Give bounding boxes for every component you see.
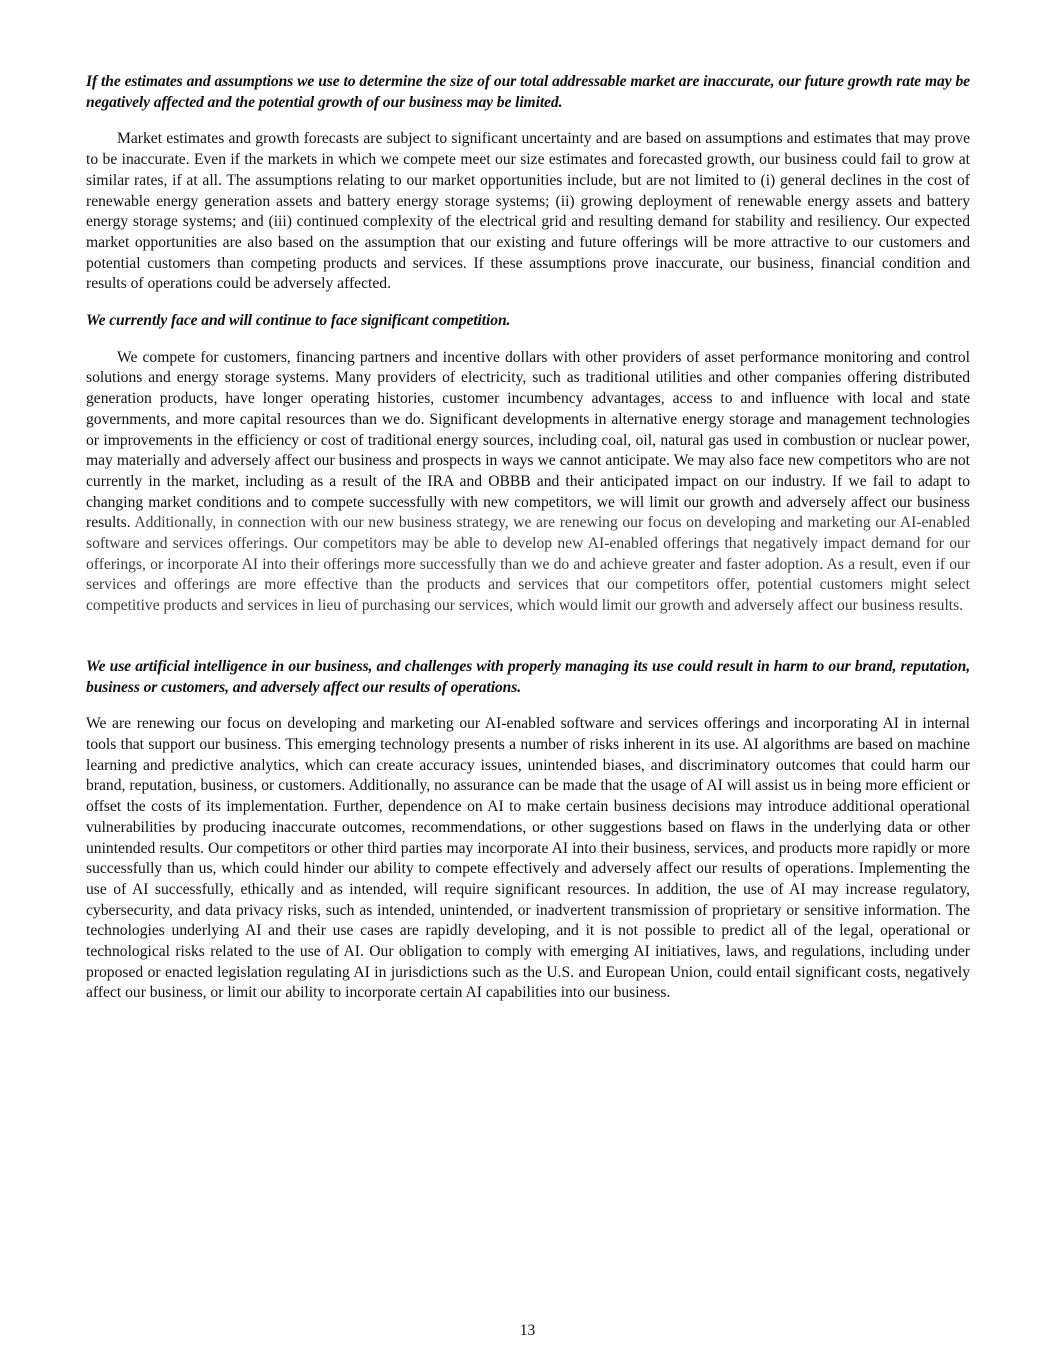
section-body-competition [86, 348, 970, 617]
page-number: 13 [519, 1322, 536, 1339]
section-heading-ai: We use artificial intelligence in our business, and challenges with properly managing its use could result in harm to our brand, reputation, business or customers, and adversely affect our results of operations. [86, 657, 970, 696]
section-body-tam: Market estimates and growth forecasts are subject to significant uncertainty and are based on assumptions and estimates that may prove to be inaccurate. Even if the markets in which we compete meet our size estimates and forecasted growth, our business could fail to grow at similar rates, if at all. The assumptions relating to our market opportunities include, but are not limited to (i) general declines in the cost of renewable energy generation assets and battery energy storage systems; (ii) growing deployment of renewable energy assets and battery energy storage systems; and (iii) continued complexity of the electrical grid and resulting demand for stability and resiliency. Our expected market opportunities are also based on the assumption that our existing and future offerings will be more attractive to our customers and potential customers than competing products and services. If these assumptions prove inaccurate, our business, financial condition and results of operations could be adversely affected. [86, 130, 970, 293]
section-heading-competition: We currently face and will continue to face significant competition. [86, 312, 511, 330]
document-page [86, 72, 970, 1020]
competition-body-part1: We compete for customers, financing partners and incentive dollars with other providers of asset performance monitoring and control solutions and energy storage systems. Many providers of electricity, such as traditional utilities and other companies offering distributed generation products, have longer operating histories, customer incumbency advantages, access to and influence with local and state governments, and more capital resources than we do. Significant developments in alternative energy storage and management technologies or improvements in the efficiency or cost of traditional energy sources, including coal, oil, natural gas used in combustion or nuclear power, may materially and adversely affect our business and prospects in ways we cannot anticipate. We may also face new competitors who are not currently in the market, including as a result of the IRA and OBBB and their anticipated impact on our industry. If we fail to adapt to changing market conditions and to compete successfully with new competitors, we will limit our growth and adversely affect our business results. [86, 348, 970, 532]
section-body-ai: We are renewing our focus on developing and marketing our AI-enabled software and services offerings and incorporating AI in internal tools that support our business. This emerging technology presents a number of risks inherent in its use. AI algorithms are based on machine learning and predictive analytics, which can create accuracy issues, unintended biases, and discriminatory outcomes that could harm our brand, reputation, business, or customers. Additionally, no assurance can be made that the usage of AI will assist us in being more efficient or offset the costs of its implementation. Further, dependence on AI to make certain business decisions may introduce additional operational vulnerabilities by producing inaccurate outcomes, recommendations, or other suggestions based on flaws in the underlying data or other unintended results. Our competitors or other third parties may incorporate AI into their business, services, and products more rapidly or more successfully than us, which could hinder our ability to compete effectively and adversely affect our results of operations. Implementing the use of AI successfully, ethically and as intended, will require significant resources. In addition, the use of AI may increase regulatory, cybersecurity, and data privacy risks, such as intended, unintended, or inadvertent transmission of proprietary or sensitive information. The technologies underlying AI and their use cases are rapidly developing, and it is not possible to predict all of the legal, operational or technological risks related to the use of AI. Our obligation to comply with emerging AI initiatives, laws, and regulations, including under proposed or enacted legislation regulating AI in jurisdictions such as the U.S. and European Union, could entail significant costs, negatively affect our business, or limit our ability to incorporate certain AI capabilities into our business. [86, 715, 970, 1002]
competition-body-part2: Additionally, in connection with our new business strategy, we are renewing our focus on developing and marketing our AI-enabled software and services offerings. Our competitors may be able to develop new AI-enabled offerings that negatively impact demand for our offerings, or incorporate AI into their offerings more successfully than we do and achieve greater and faster adoption. As a result, even if our services and offerings are more effective than the products and services that our competitors offer, potential customers might select competitive products and services in lieu of purchasing our services, which would limit our growth and adversely affect our business results. [86, 514, 970, 615]
section-heading-tam: If the estimates and assumptions we use to determine the size of our total addressable market are inaccurate, our future growth rate may be negatively affected and the potential growth of our business may be limited. [86, 73, 970, 111]
